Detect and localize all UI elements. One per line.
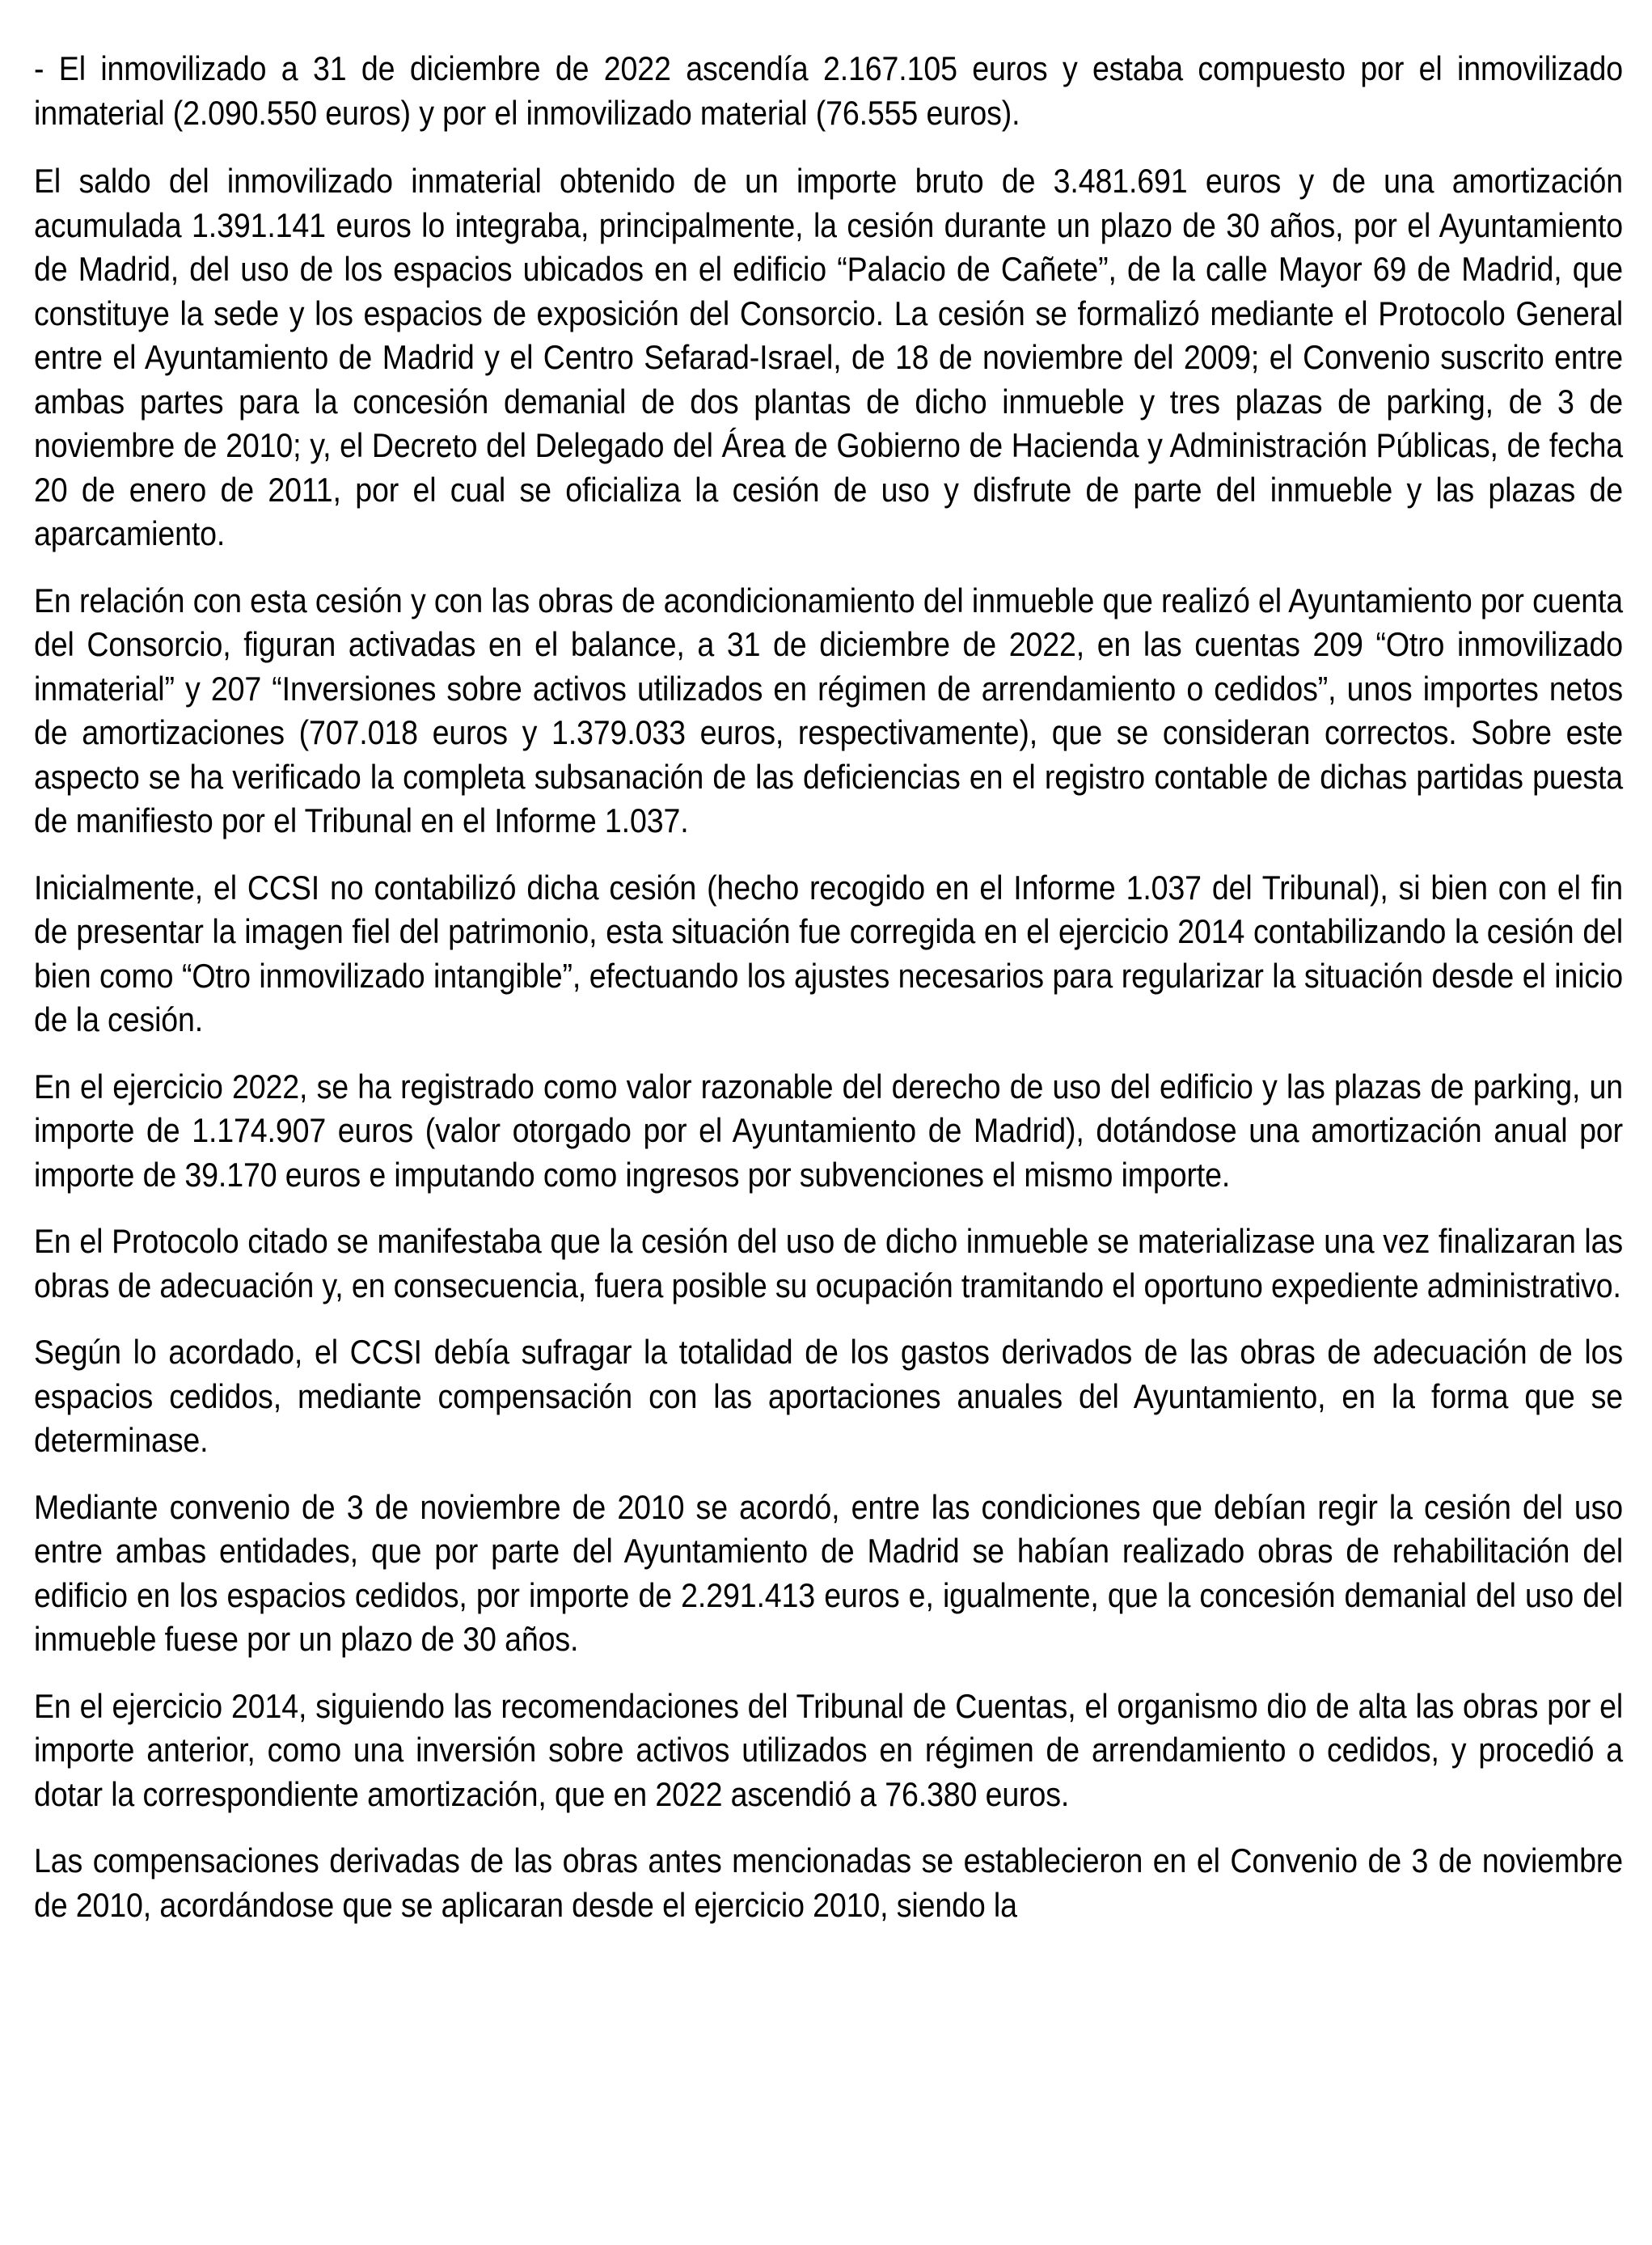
paragraph-saldo-inmovilizado-inmaterial: El saldo del inmovilizado inmaterial obtenido de un importe bruto de 3.481.691 euros y de una amortización acumulada 1.391.141 euros lo integraba, principalmente, la cesión durante un plazo de 30 años, por el Ayuntamiento de Madrid, del uso de los espacios ubicados en el edificio “Palacio de Cañete”, de la calle Mayor 69 de Madrid, que constituye la sede y los espacios de exposición del Consorcio. La cesión se formalizó mediante el Protocolo General entre el Ayuntamiento de Madrid y el Centro Sefarad-Israel, de 18 de noviembre del 2009; el Convenio suscrito entre ambas partes para la concesión demanial de dos plantas de dicho inmueble y tres plazas de parking, de 3 de noviembre de 2010; y, el Decreto del Delegado del Área de Gobierno de Hacienda y Administración Públicas, de fecha 20 de enero de 2011, por el cual se oficializa la cesión de uso y disfrute de parte del inmueble y las plazas de aparcamiento. [34, 162, 1624, 552]
document-text-body [34, 47, 1623, 1927]
paragraph-protocolo-citado: En el Protocolo citado se manifestaba que la cesión del uso de dicho inmueble se materializase una vez finalizaran las obras de adecuación y, en consecuencia, fuera posible su ocupación tramitando el oportuno expediente administrativo. [34, 1222, 1624, 1304]
paragraph-inmovilizado-2022: - El inmovilizado a 31 de diciembre de 2022 ascendía 2.167.105 euros y estaba compuesto por el inmovilizado inmaterial (2.090.550 euros) y por el inmovilizado material (76.555 euros). [34, 49, 1624, 132]
paragraph-ejercicio-2022-valor-razonable: En el ejercicio 2022, se ha registrado como valor razonable del derecho de uso del edificio y las plazas de parking, un importe de 1.174.907 euros (valor otorgado por el Ayuntamiento de Madrid), dotándose una amortización anual por importe de 39.170 euros e imputando como ingresos por subvenciones el mismo importe. [34, 1067, 1624, 1194]
paragraph-compensaciones-convenio: Las compensaciones derivadas de las obras antes mencionadas se establecieron en el Convenio de 3 de noviembre de 2010, acordándose que se aplicaran desde el ejercicio 2010, siendo la [34, 1841, 1624, 1924]
paragraph-segun-lo-acordado: Según lo acordado, el CCSI debía sufragar la totalidad de los gastos derivados de las obras de adecuación de los espacios cedidos, mediante compensación con las aportaciones anuales del Ayuntamiento, en la forma que se determinase. [34, 1333, 1624, 1459]
paragraph-mediante-convenio-2010: Mediante convenio de 3 de noviembre de 2010 se acordó, entre las condiciones que debían regir la cesión del uso entre ambas entidades, que por parte del Ayuntamiento de Madrid se habían realizado obras de rehabilitación del edificio en los espacios cedidos, por importe de 2.291.413 euros e, igualmente, que la concesión demanial del uso del inmueble fuese por un plazo de 30 años. [34, 1487, 1624, 1658]
paragraph-ejercicio-2014-alta-obras: En el ejercicio 2014, siguiendo las recomendaciones del Tribunal de Cuentas, el organismo dio de alta las obras por el importe anterior, como una inversión sobre activos utilizados en régimen de arrendamiento o cedidos, y procedió a dotar la correspondiente amortización, que en 2022 ascendió a 76.380 euros. [34, 1686, 1624, 1813]
paragraph-inicialmente-ccsi: Inicialmente, el CCSI no contabilizó dicha cesión (hecho recogido en el Informe 1.037 del Tribunal), si bien con el fin de presentar la imagen fiel del patrimonio, esta situación fue corregida en el ejercicio 2014 contabilizando la cesión del bien como “Otro inmovilizado intangible”, efectuando los ajustes necesarios para regularizar la situación desde el inicio de la cesión. [34, 868, 1624, 1038]
paragraph-relacion-cesion-obras: En relación con esta cesión y con las obras de acondicionamiento del inmueble que realizó el Ayuntamiento por cuenta del Consorcio, figuran activadas en el balance, a 31 de diciembre de 2022, en las cuentas 209 “Otro inmovilizado inmaterial” y 207 “Inversiones sobre activos utilizados en régimen de arrendamiento o cedidos”, unos importes netos de amortizaciones (707.018 euros y 1.379.033 euros, respectivamente), que se consideran correctos. Sobre este aspecto se ha verificado la completa subsanación de las deficiencias en el registro contable de dichas partidas puesta de manifiesto por el Tribunal en el Informe 1.037. [34, 581, 1624, 839]
